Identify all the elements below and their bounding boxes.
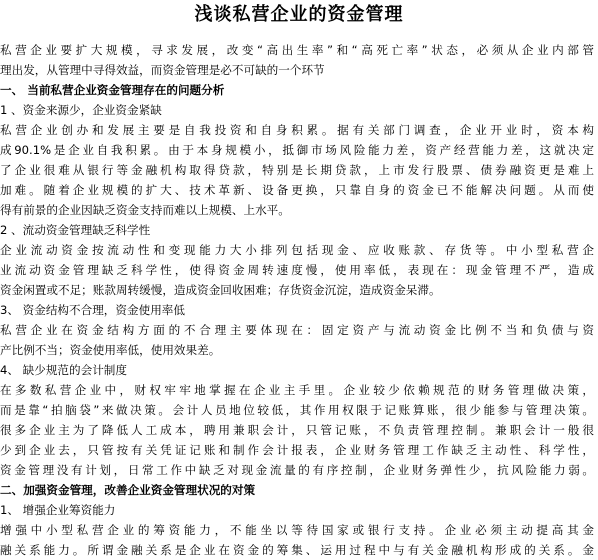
paragraph-line: 了企业很难从银行等金融机构取得贷款，特别是长期贷款，上市发行股票、债券融资更是难上: [0, 163, 594, 177]
subsection-heading: 3、 资金结构不合理，资金使用率低: [0, 303, 185, 317]
paragraph-line: 很多企业主为了降低人工成本，聘用兼职会计，只管记账，不负责管理控制。兼职会计一般很: [0, 423, 594, 437]
subsection-heading: 1、 增强企业筹资能力: [0, 503, 116, 517]
paragraph-line: 资金管理没有计划，日常工作中缺乏对现金流量的有序控制，企业财务弹性少，抗风险能力弱。: [0, 463, 594, 477]
paragraph-line: 理出发，从管理中寻得效益，而资金管理是必不可缺的一个环节: [0, 63, 325, 77]
paragraph-line: 而是靠“拍脑袋”来做决策。会计人员地位较低，其作用权限于记账算账，很少能参与管理决策。: [0, 403, 594, 417]
section-heading: 二、加强资金管理，改善企业资金管理状况的对策: [0, 483, 256, 497]
section-heading: 一、 当前私营企业资金管理存在的问题分析: [0, 83, 225, 97]
paragraph-line: 得有前景的企业因缺乏资金支持而难以上规模、上水平。: [0, 203, 290, 217]
paragraph-line: 增强中小型私营企业的筹资能力，不能坐以等待国家或银行支持。企业必须主动提高其金: [0, 523, 594, 537]
paragraph-line: 少到企业去，只管按有关凭证记账和制作会计报表，企业财务管理工作缺乏主动性、科学性，: [0, 443, 594, 457]
paragraph-line: 私营企业在资金结构方面的不合理主要体现在：固定资产与流动资金比例不当和负债与资: [0, 323, 594, 337]
subsection-heading: 1 、资金来源少，企业资金紧缺: [0, 103, 162, 117]
document-title: 浅谈私营企业的资金管理: [194, 4, 404, 25]
subsection-heading: 4、 缺少规范的会计制度: [0, 363, 127, 377]
paragraph-line: 在多数私营企业中，财权牢牢地掌握在企业主手里。企业较少依赖规范的财务管理做决策，: [0, 383, 594, 397]
paragraph-line: 私营企业要扩大规模，寻求发展，改变“高出生率”和“高死亡率”状态，必须从企业内部管: [0, 43, 594, 57]
paragraph-line: 企业流动资金按流动性和变现能力大小排列包括现金、应收账款、存货等。中小型私营企: [0, 243, 594, 257]
paragraph-line: 成90.1%是企业自我积累。由于本身规模小，抵御市场风险能力差，资产经营能力差，这就决定: [0, 143, 594, 157]
paragraph-line: 私营企业创办和发展主要是自我投资和自身积累。据有关部门调查，企业开业时，资本构: [0, 123, 594, 137]
subsection-heading: 2 、流动资金管理缺乏科学性: [0, 223, 151, 237]
paragraph-line: 加难。随着企业规模的扩大、技术革新、设备更换，只靠自身的资金已不能解决问题。从而使: [0, 183, 594, 197]
paragraph-line: 资金闲置或不足；账款周转缓慢，造成资金回收困难；存货资金沉淀，造成资金呆滞。: [0, 283, 441, 297]
paragraph-line: 产比例不当；资金使用率低，使用效果差。: [0, 343, 221, 357]
paragraph-line: 融关系能力。所谓金融关系是企业在资金的筹集、运用过程中与有关金融机构形成的关系。金: [0, 543, 594, 557]
paragraph-line: 业流动资金管理缺乏科学性，使得资金周转速度慢，使用率低，表现在：现金管理不严，造成: [0, 263, 594, 277]
